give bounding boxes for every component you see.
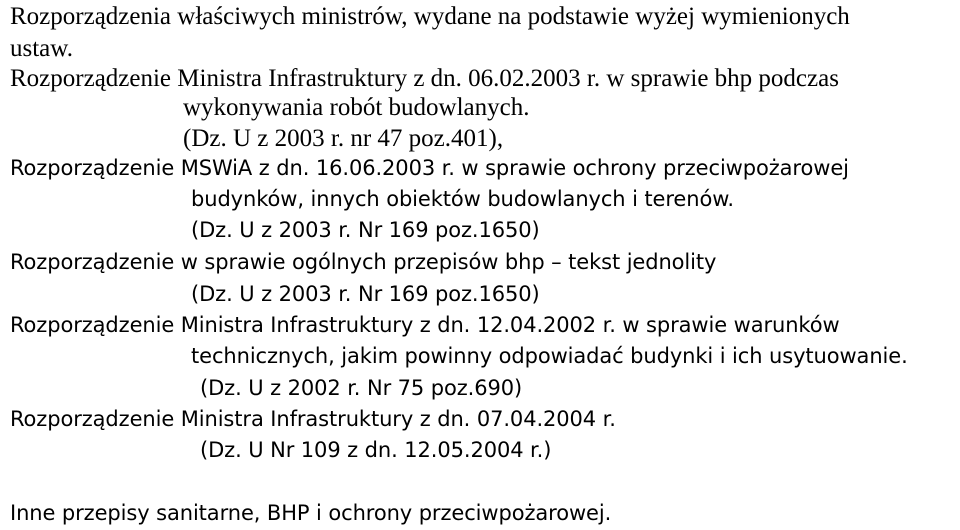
regulation-3-reference: (Dz. U z 2003 r. Nr 169 poz.1650) (191, 282, 540, 306)
regulation-4-title: Rozporządzenie Ministra Infrastruktury z dn. 12.04.2002 r. w sprawie warunków (10, 313, 840, 337)
regulation-3-title: Rozporządzenie w sprawie ogólnych przepisów bhp – tekst jednolity (10, 250, 717, 274)
intro-line-1: Rozporządzenia właściwych ministrów, wydane na podstawie wyżej wymienionych (10, 3, 850, 30)
regulation-4-continuation: technicznych, jakim powinny odpowiadać budynki i ich usytuowanie. (191, 344, 908, 368)
regulation-2-continuation: budynków, innych obiektów budowlanych i terenów. (191, 187, 734, 211)
regulation-5-reference: (Dz. U Nr 109 z dn. 12.05.2004 r.) (200, 438, 552, 462)
regulation-5-title: Rozporządzenie Ministra Infrastruktury z dn. 07.04.2004 r. (10, 407, 616, 431)
intro-line-2: ustaw. (10, 35, 73, 62)
footer-note: Inne przepisy sanitarne, BHP i ochrony przeciwpożarowej. (10, 501, 612, 525)
regulation-4-reference: (Dz. U z 2002 r. Nr 75 poz.690) (200, 376, 523, 400)
regulation-2-title: Rozporządzenie MSWiA z dn. 16.06.2003 r. w sprawie ochrony przeciwpożarowej (10, 156, 849, 180)
regulation-1-continuation: wykonywania robót budowlanych. (183, 94, 530, 121)
regulation-2-reference: (Dz. U z 2003 r. Nr 169 poz.1650) (191, 218, 540, 242)
regulation-1-reference: (Dz. U z 2003 r. nr 47 poz.401), (183, 125, 504, 152)
regulation-1-title: Rozporządzenie Ministra Infrastruktury z dn. 06.02.2003 r. w sprawie bhp podczas (10, 65, 839, 92)
